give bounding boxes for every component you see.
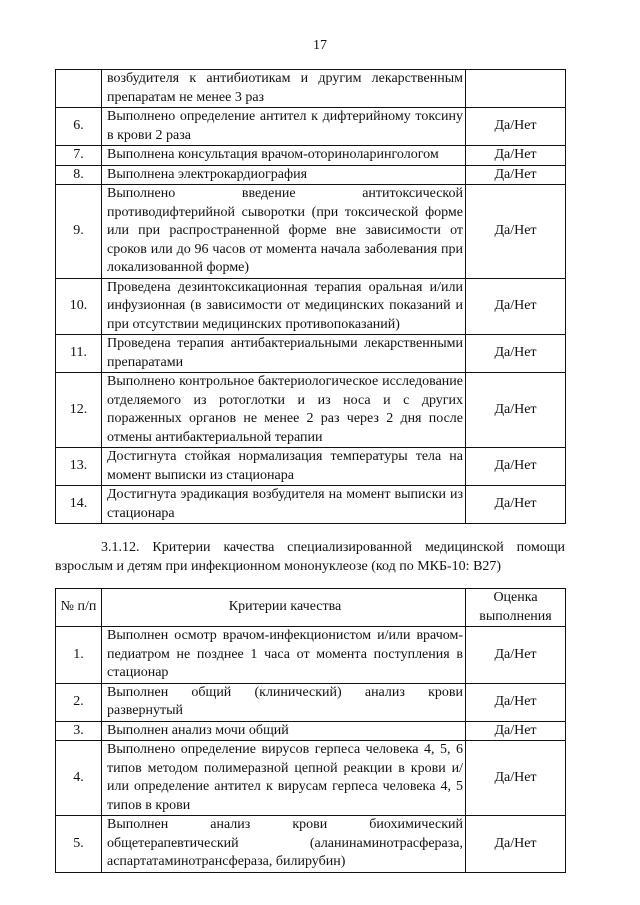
- row-number: 14.: [56, 486, 102, 524]
- row-number: 13.: [56, 448, 102, 486]
- result-value: Да/Нет: [466, 146, 566, 166]
- result-value: Да/Нет: [466, 741, 566, 816]
- row-number: 5.: [56, 816, 102, 873]
- row-number: 8.: [56, 165, 102, 185]
- result-value: Да/Нет: [466, 108, 566, 146]
- criterion-text: Выполнено контрольное бактериологическое исследование отделяемого из ротоглотки и из носа и с других пораженных органов не менее 2 раз через 2 дня после отмены антибактериальной терапии: [102, 373, 466, 448]
- table-row: [56, 721, 566, 741]
- section-heading: 3.1.12. Критерии качества специализированной медицинской помощи взрослым и детям при инфекционном мононуклеозе (код по МКБ-10: B27): [55, 540, 565, 574]
- row-number: [56, 70, 102, 108]
- mononucleosis-quality-criteria-table: [55, 588, 566, 873]
- result-value: Да/Нет: [466, 373, 566, 448]
- header-number: № п/п: [56, 589, 102, 627]
- table-row: [56, 278, 566, 335]
- row-number: 12.: [56, 373, 102, 448]
- criterion-text: Выполнено определение вирусов герпеса человека 4, 5, 6 типов методом полимеразной цепной реакции в крови и/или определение антител к вирусам герпеса человека 4, 5 типов в крови: [102, 741, 466, 816]
- header-criterion: Критерии качества: [102, 589, 466, 627]
- table-row: [56, 627, 566, 684]
- table-row: [56, 70, 566, 108]
- criterion-text: Выполнен осмотр врачом-инфекционистом и/или врачом-педиатром не позднее 1 часа от момента поступления в стационар: [102, 627, 466, 684]
- criterion-text: Выполнен анализ крови биохимический общетерапевтический (аланинаминотрасфераза, аспартатаминотрансфераза, билирубин): [102, 816, 466, 873]
- row-number: 3.: [56, 721, 102, 741]
- page-number: 17: [313, 38, 327, 53]
- row-number: 9.: [56, 185, 102, 279]
- criterion-text: Выполнено определение антител к дифтерийному токсину в крови 2 раза: [102, 108, 466, 146]
- table-row: [56, 335, 566, 373]
- row-number: 1.: [56, 627, 102, 684]
- row-number: 7.: [56, 146, 102, 166]
- criterion-text: Выполнена электрокардиография: [102, 165, 466, 185]
- row-number: 6.: [56, 108, 102, 146]
- table-row: [56, 146, 566, 166]
- result-value: Да/Нет: [466, 683, 566, 721]
- table-row: [56, 683, 566, 721]
- result-value: [466, 70, 566, 108]
- result-value: Да/Нет: [466, 486, 566, 524]
- quality-criteria-table-continued: [55, 69, 566, 524]
- table-row: [56, 185, 566, 279]
- result-value: Да/Нет: [466, 448, 566, 486]
- criterion-text: Достигнута эрадикация возбудителя на момент выписки из стационара: [102, 486, 466, 524]
- result-value: Да/Нет: [466, 335, 566, 373]
- result-value: Да/Нет: [466, 816, 566, 873]
- result-value: Да/Нет: [466, 627, 566, 684]
- criterion-text: Выполнена консультация врачом-оториноларингологом: [102, 146, 466, 166]
- row-number: 2.: [56, 683, 102, 721]
- criterion-text: Выполнен общий (клинический) анализ крови развернутый: [102, 683, 466, 721]
- table-header-row: [56, 589, 566, 627]
- result-value: Да/Нет: [466, 721, 566, 741]
- criterion-text: Выполнено введение антитоксической противодифтерийной сыворотки (при токсической форме или при распространенной форме вне зависимости от сроков или до 96 часов от момента начала заболевания при локализованной форме): [102, 185, 466, 279]
- table-row: [56, 486, 566, 524]
- table-row: [56, 373, 566, 448]
- result-value: Да/Нет: [466, 278, 566, 335]
- header-result: Оценка выполнения: [466, 589, 566, 627]
- table-row: [56, 448, 566, 486]
- criterion-text: Достигнута стойкая нормализация температуры тела на момент выписки из стационара: [102, 448, 466, 486]
- result-value: Да/Нет: [466, 185, 566, 279]
- table-row: [56, 165, 566, 185]
- table-row: [56, 108, 566, 146]
- table-row: [56, 816, 566, 873]
- table-row: [56, 741, 566, 816]
- criterion-text: Проведена терапия антибактериальными лекарственными препаратами: [102, 335, 466, 373]
- criterion-text: Проведена дезинтоксикационная терапия оральная и/или инфузионная (в зависимости от медицинских показаний и при отсутствии медицинских противопоказаний): [102, 278, 466, 335]
- criterion-text: Выполнен анализ мочи общий: [102, 721, 466, 741]
- result-value: Да/Нет: [466, 165, 566, 185]
- criterion-text: возбудителя к антибиотикам и другим лекарственным препаратам не менее 3 раз: [102, 70, 466, 108]
- row-number: 11.: [56, 335, 102, 373]
- row-number: 4.: [56, 741, 102, 816]
- row-number: 10.: [56, 278, 102, 335]
